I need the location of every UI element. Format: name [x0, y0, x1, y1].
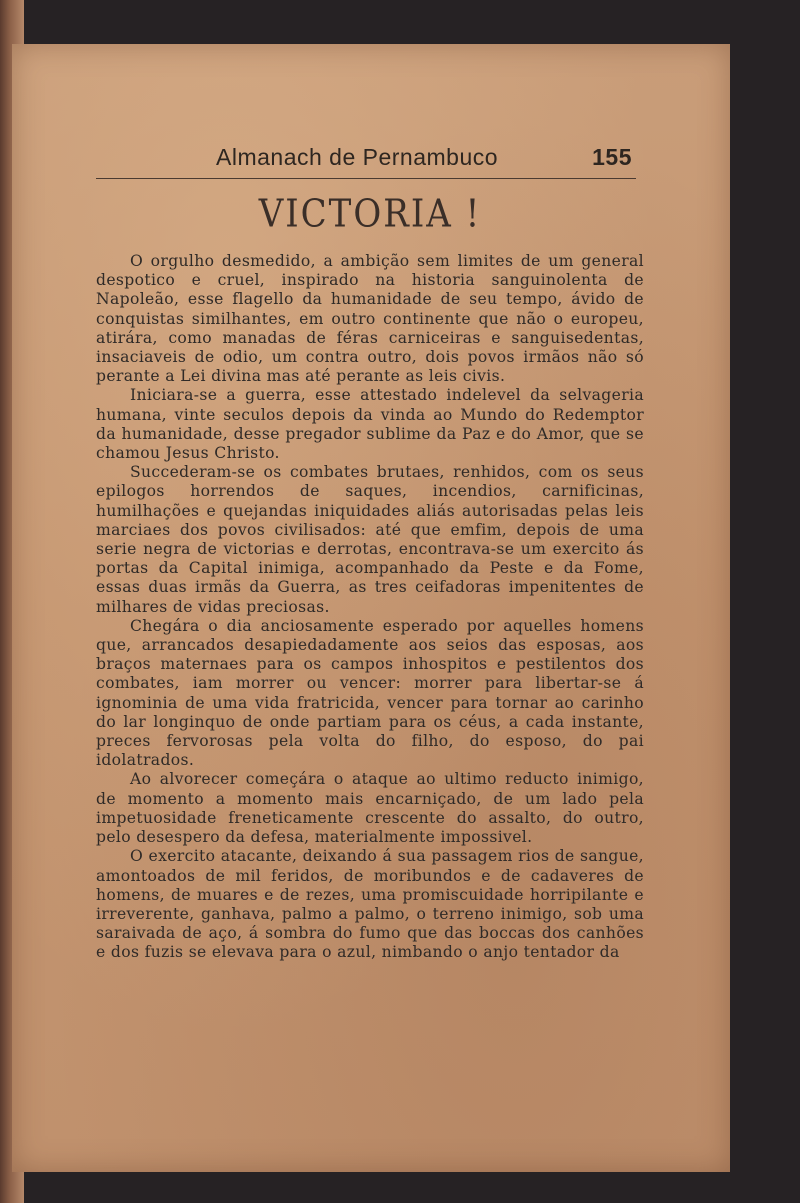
header-rule: [96, 178, 636, 179]
paragraph: Iniciara-se a guerra, esse attestado indelevel da selvageria humana, vinte seculos depois da vinda ao Mundo do Redemptor da humanidade, desse pregador sublime da Paz e do Amor, que se chamou Jesus Christo.: [96, 386, 644, 463]
article-body: [96, 252, 644, 963]
page-number: 155: [592, 144, 632, 170]
page-header: [210, 142, 640, 176]
paragraph: O exercito atacante, deixando á sua passagem rios de sangue, amontoados de mil feridos, de moribundos e de cadaveres de homens, de muares e de rezes, uma promiscuidade horripilante e irreverente, ganhava, palmo a palmo, o terreno inimigo, sob uma saraivada de aço, á sombra do fumo que das boccas dos canhões e dos fuzis se elevava para o azul, nimbando o anjo tentador da: [96, 847, 644, 962]
paragraph: O orgulho desmedido, a ambição sem limites de um general despotico e cruel, inspirado na historia sanguinolenta de Napoleão, esse flagello da humanidade de seu tempo, ávido de conquistas similhantes, em outro continente que não o europeu, atirára, como manadas de féras carniceiras e sanguisedentas, insaciaveis de odio, um contra outro, dois povos irmãos não só perante a Lei divina mas até perante as leis civis.: [96, 252, 644, 386]
paragraph: Ao alvorecer começára o ataque ao ultimo reducto inimigo, de momento a momento mais encarniçado, de um lado pela impetuosidade freneticamente crescente do assalto, do outro, pelo desespero da defesa, materialmente impossivel.: [96, 770, 644, 847]
paragraph: Chegára o dia anciosamente esperado por aquelles homens que, arrancados desapiedadamente aos seios das esposas, aos braços maternaes para os campos inhospitos e pestilentos dos combates, iam morrer ou vencer: morrer para libertar-se á ignominia de uma vida fratricida, vencer para tornar ao carinho do lar longinquo de onde partiam para os céus, a cada instante, preces fervorosas pela volta do filho, do esposo, do pai idolatrados.: [96, 616, 644, 770]
article-title: VICTORIA !: [258, 191, 482, 237]
paragraph: Succederam-se os combates brutaes, renhidos, com os seus epilogos horrendos de saques, incendios, carnificinas, humilhações e quejandas iniquidades aliás autorisadas pelas leis marciaes dos povos civilisados: até que emfim, depois de uma serie negra de victorias e derrotas, encontrava-se um exercito ás portas da Capital inimiga, acompanhado da Peste e da Fome, essas duas irmãs da Guerra, as tres ceifadoras impenitentes de milhares de vidas preciosas.: [96, 463, 644, 616]
running-title: Almanach de Pernambuco: [216, 144, 499, 170]
